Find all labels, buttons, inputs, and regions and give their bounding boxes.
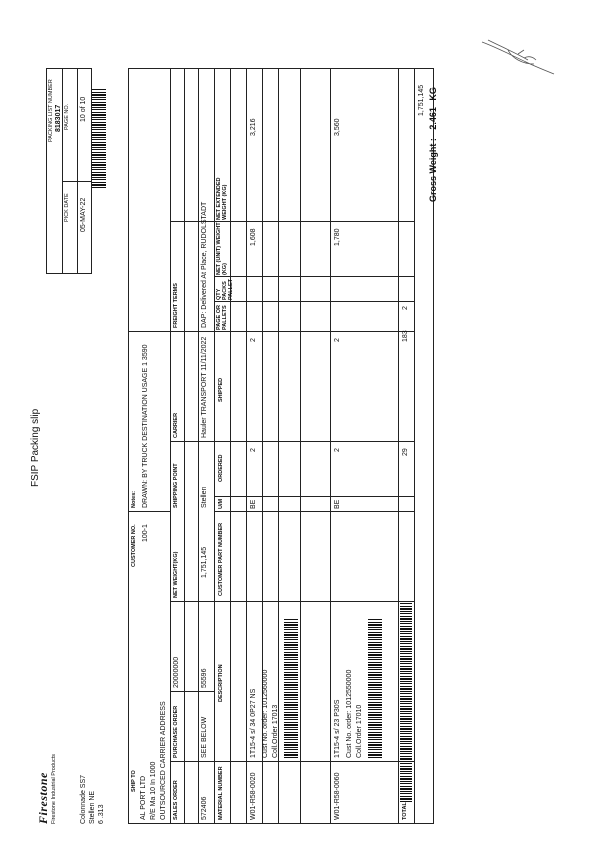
shipping-point-value: Stellen: [201, 486, 208, 508]
firestone-logo: Firestone: [36, 772, 50, 824]
row1-description-2: Cust No. order: 1012560000: [262, 669, 269, 758]
totals-shipped: 183: [402, 330, 409, 342]
freight-terms-label: FREIGHT TERMS: [173, 283, 179, 328]
row1-uom: BE: [250, 499, 257, 509]
totals-net-ext: 1,751,145: [418, 84, 425, 116]
row2-uom: BE: [334, 499, 341, 509]
page-title: FSIP Packing slip: [30, 408, 41, 487]
col-qty-pallet: QTY PACKS PALLET: [216, 279, 234, 300]
pick-date-value: 05-MAY-22: [80, 197, 87, 232]
sales-order-value: 572406: [201, 796, 208, 820]
purchase-order-value: SEE BELOW: [201, 716, 208, 758]
col-net-ext: NET EXTENDED WEIGHT (KG): [216, 177, 228, 220]
packing-list-barcode: [92, 88, 106, 188]
ship-to-line-1: AL PORT LTD: [140, 775, 147, 820]
row2-net-ext: 3,560: [334, 118, 341, 136]
row1-description-3: Coll.Order 17013: [272, 704, 279, 758]
packing-list-label: PACKING LIST NUMBER: [48, 79, 54, 142]
gross-weight-unit: KG: [428, 87, 438, 101]
row1-description-1: 1T15-4 s/ 34 0P27 NS: [250, 688, 257, 758]
gross-weight: [428, 87, 438, 202]
page-number-value: 10 of 10: [80, 96, 87, 122]
row2-description-2: Cust No. order: 1012550000: [346, 669, 353, 758]
ship-to-label: SHIP TO: [131, 770, 137, 792]
shipping-point-label: SHIPPING POINT: [173, 463, 179, 508]
row1-barcode: [284, 618, 298, 758]
gross-weight-label: Gross Weight :: [428, 138, 438, 202]
purchase-order-extra: 20000000: [173, 656, 180, 688]
row1-ordered: 2: [250, 448, 257, 452]
row2-description-3: Coll.Order 17010: [356, 704, 363, 758]
row2-net-unit: 1,780: [334, 228, 341, 246]
net-weight-value: 1,751,145: [201, 546, 208, 578]
row2-ordered: 2: [334, 448, 341, 452]
ship-to-line-3: OUTSOURCED CARRIER ADDRESS: [160, 701, 167, 820]
company-address-2: Stellen NE: [89, 790, 96, 824]
customer-no-label: CUSTOMER NO.: [131, 524, 137, 567]
sales-order-label: SALES ORDER: [173, 780, 179, 820]
company-address-3: 6 .313: [98, 804, 105, 824]
col-ordered: ORDERED: [218, 454, 224, 482]
totals-barcode: [400, 602, 412, 802]
row1-net-ext: 3,216: [250, 118, 257, 136]
row2-material: W01-R58-0060: [334, 772, 341, 820]
packing-list-number: 8183017: [55, 104, 62, 132]
col-material-number: MATERIAL NUMBER: [218, 766, 224, 820]
purchase-order-extra-2: 55596: [201, 668, 208, 688]
page-no-label: PAGE NO.: [64, 103, 70, 130]
row1-material: W01-R58-0020: [250, 772, 257, 820]
totals-ordered: 29: [402, 448, 409, 456]
notes-value: DRAWN: BY TRUCK DESTINATION USAGE 1 3590: [142, 344, 149, 508]
col-pallets: PAGE OR PALLETS: [216, 305, 228, 330]
carrier-label: CARRIER: [173, 412, 179, 438]
row2-barcode: [368, 618, 382, 758]
row1-shipped: 2: [250, 338, 257, 342]
row2-shipped: 2: [334, 338, 341, 342]
col-uom: U/M: [218, 498, 224, 509]
gross-weight-value: 2.461: [428, 107, 438, 130]
totals-pallets: 2: [402, 306, 409, 310]
pick-date-label: PICK DATE: [64, 193, 70, 222]
notes-label: Notes:: [131, 490, 137, 508]
company-address-1: Colonnade SS7: [80, 774, 87, 824]
net-weight-label: NET WEIGHT(KG): [173, 551, 179, 598]
col-net-unit: NET (UNIT) WEIGHT (KG): [216, 222, 228, 275]
totals-label: TOTAL: [402, 802, 408, 820]
row1-net-unit: 1,608: [250, 228, 257, 246]
col-customer-part: CUSTOMER PART NUMBER: [218, 522, 224, 596]
customer-no-value: 100-1: [142, 524, 149, 542]
col-shipped: SHIPPED: [218, 377, 224, 402]
col-description: DESCRIPTION: [218, 664, 224, 702]
company-subtitle: Firestone Industrial Products: [51, 753, 57, 824]
purchase-order-label: PURCHASE ORDER: [173, 705, 179, 758]
row2-description-1: 1T15-4 s/ 23 P30S: [334, 699, 341, 758]
freight-terms-value: DAP: Delivered At Place, RUDOLSTADT: [201, 201, 208, 328]
ship-to-line-2: R/E Ma 10 In 1000: [150, 761, 157, 820]
carrier-value: Hauler TRANSPORT 11/11/2022: [201, 336, 208, 438]
